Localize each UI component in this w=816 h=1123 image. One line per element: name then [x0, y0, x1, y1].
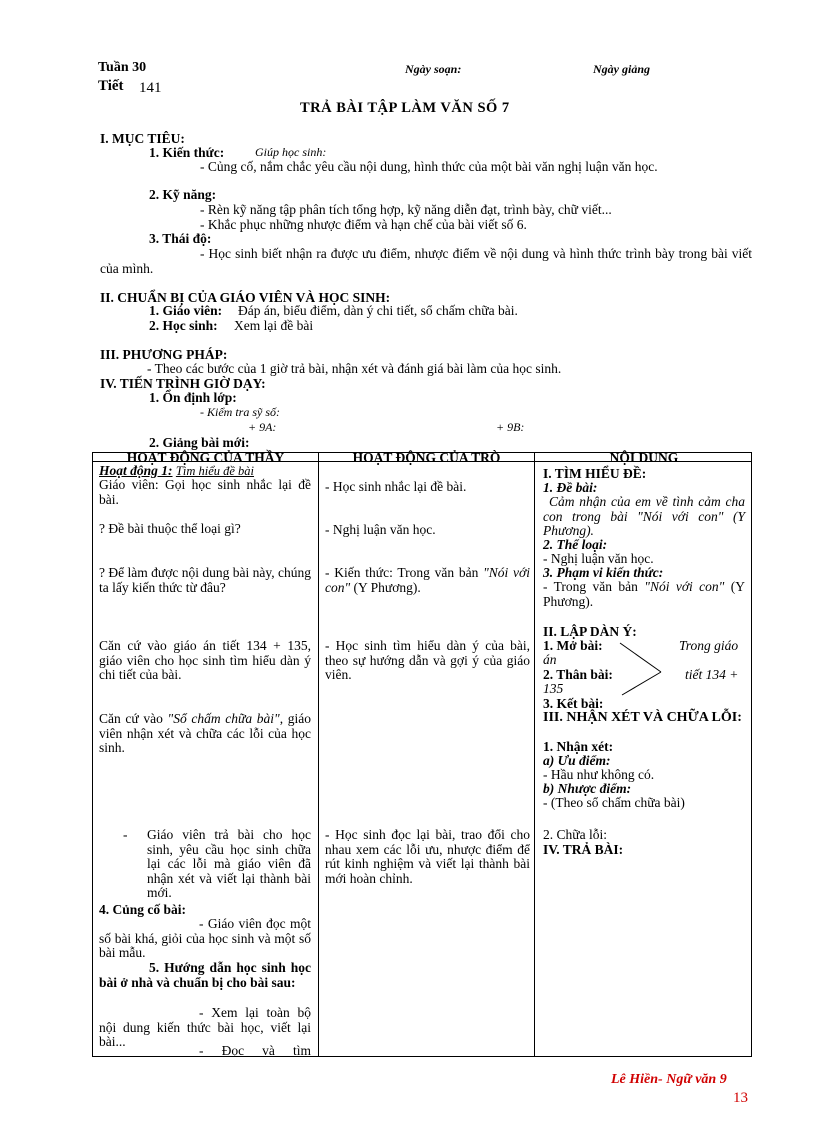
date-prepared-label: Ngày soạn: — [405, 62, 462, 76]
outline-ref-2: án — [543, 652, 557, 667]
section-preparation-heading: II. CHUẨN BỊ CỦA GIÁO VIÊN VÀ HỌC SINH: — [100, 290, 391, 305]
outline-ref-3: tiết 134 + — [685, 667, 739, 682]
outline-ref-4: 135 — [543, 681, 564, 696]
attitude-label: 3. Thái độ: — [149, 231, 212, 246]
period-label: Tiết — [98, 78, 124, 94]
attitude-text: - Học sinh biết nhận ra được ưu điểm, nhược điểm về nội dung và hình thức trình bày trong bài viết của mình. — [100, 246, 752, 276]
teacher-step-5: Căn cứ vào "Sổ chấm chữa bài", giáo viên nhận xét và chữa các lỗi của học sinh. — [99, 711, 311, 755]
section-method-heading: III. PHƯƠNG PHÁP: — [100, 347, 228, 362]
guide-label: 5. Hướng dẫn học sinh học bài ở nhà và chuẩn bị cho bài sau: — [99, 960, 311, 990]
conclusion-label: 3. Kết bài: — [543, 696, 604, 711]
bullet: - — [123, 827, 128, 842]
genre-label: 2. Thể loại: — [543, 537, 608, 552]
student-step-5: - Học sinh đọc lại bài, trao đổi cho nhau xem các lỗi ưu, nhược điểm để rút kinh nghiệm và viết lại thành bài mới hoàn chỉnh. — [325, 827, 530, 886]
skills-label: 2. Kỹ năng: — [149, 187, 217, 202]
section-process-heading: IV. TIẾN TRÌNH GIỜ DẠY: — [100, 376, 266, 391]
section-objectives-heading: I. MỤC TIÊU: — [100, 131, 185, 146]
teacher-step-3: ? Để làm được nội dung bài này, chúng ta lấy kiến thức từ đâu? — [99, 565, 311, 595]
scope-text: - Trong văn bản "Nói với con" (Y Phương). — [543, 579, 745, 609]
content-heading-3: III. NHẬN XÉT VÀ CHỮA LỖI: — [543, 710, 742, 725]
content-heading-2: II. LẬP DÀN Ý: — [543, 624, 637, 639]
outline-ref-1: Trong giáo — [679, 638, 739, 653]
column-divider — [318, 453, 319, 1056]
class-9b: + 9B: — [496, 420, 525, 434]
student-prep-label: 2. Học sinh: — [149, 318, 218, 333]
period-number: 141 — [139, 80, 162, 96]
knowledge-text: - Củng cố, nắm chắc yêu cầu nội dung, hình thức của một bài văn nghị luận văn học. — [200, 159, 658, 174]
student-step-2: - Nghị luận văn học. — [325, 522, 436, 537]
teacher-step-2: ? Đề bài thuộc thể loại gì? — [99, 521, 241, 536]
content-heading-1: I. TÌM HIỂU ĐỀ: — [543, 466, 647, 481]
outline-brace-lines — [618, 639, 673, 703]
remarks-label: 1. Nhận xét: — [543, 739, 614, 754]
page-number: 13 — [733, 1090, 748, 1106]
attendance-label: - Kiểm tra sỹ số: — [200, 405, 280, 419]
activity-1-label: Hoạt động 1: — [99, 463, 173, 478]
teacher-step-6: Giáo viên trả bài cho học sinh, yêu cầu học sinh chữa lại các lỗi mà giáo viên đã nhận xét và viết lại thành bài mới. — [147, 827, 311, 900]
week-label: Tuần 30 — [98, 60, 147, 75]
student-step-4: - Học sinh tìm hiểu dàn ý của bài, theo sự hướng dẫn và gợi ý của giáo viên. — [325, 638, 530, 682]
header-content: NỘI DUNG — [609, 450, 679, 465]
pros-text: - Hầu như không có. — [543, 767, 655, 782]
topic-text: Cảm nhận của em về tình cảm cha con trong bài "Nói với con" (Y Phương). — [543, 494, 745, 538]
teacher-step-4: Căn cứ vào giáo án tiết 134 + 135, giáo viên cho học sinh tìm hiểu dàn ý chi tiết của bài. — [99, 638, 311, 682]
skills-item-2: - Khắc phục những nhược điểm và hạn chế của bài viết số 6. — [200, 217, 527, 232]
pros-label: a) Ưu điểm: — [543, 753, 611, 768]
student-step-1: - Học sinh nhắc lại đề bài. — [325, 479, 467, 494]
column-divider — [534, 453, 535, 1056]
genre-text: - Nghị luận văn học. — [543, 551, 654, 566]
cons-label: b) Nhược điểm: — [543, 781, 632, 796]
skills-item-1: - Rèn kỹ năng tập phân tích tổng hợp, kỹ năng diễn đạt, trình bày, chữ viết... — [200, 202, 612, 217]
knowledge-label: 1. Kiến thức: — [149, 145, 225, 160]
student-step-3: - Kiến thức: Trong văn bản "Nói với con" (Y Phương). — [325, 565, 531, 595]
page-title: TRẢ BÀI TẬP LÀM VĂN SỐ 7 — [300, 100, 510, 116]
teacher-step-1: Giáo viên: Gọi học sinh nhắc lại đề bài. — [99, 477, 311, 507]
consolidate-label: 4. Củng cố bài: — [99, 902, 187, 917]
teacher-prep-label: 1. Giáo viên: — [149, 303, 223, 318]
class-9a: + 9A: — [248, 420, 277, 434]
new-lesson-label: 2. Giảng bài mới: — [149, 435, 250, 450]
fix-label: 2. Chữa lỗi: — [543, 827, 607, 842]
topic-label: 1. Đề bài: — [543, 480, 598, 495]
consolidate-text: - Giáo viên đọc một số bài khá, giỏi của học sinh và một số bài mẫu. — [99, 916, 311, 960]
stabilize-label: 1. Ổn định lớp: — [149, 390, 237, 405]
guide-item-1: - Xem lại toàn bộ nội dung kiến thức bài học, viết lại bài... — [99, 1005, 311, 1049]
content-heading-4: IV. TRẢ BÀI: — [543, 842, 624, 857]
guide-item-2: - Đọc và tìm — [199, 1043, 311, 1058]
header-teacher: HOẠT ĐỘNG CỦA THẦY — [126, 450, 285, 465]
teacher-prep-text: Đáp án, biểu điểm, dàn ý chi tiết, sổ chấm chữa bài. — [238, 303, 518, 318]
scope-label: 3. Phạm vi kiến thức: — [543, 565, 664, 580]
body-label: 2. Thân bài: — [543, 667, 613, 682]
header-student: HOẠT ĐỘNG CỦA TRÒ — [352, 450, 501, 465]
intro-label: 1. Mở bài: — [543, 638, 603, 653]
method-text: - Theo các bước của 1 giờ trả bài, nhận xét và đánh giá bài làm của học sinh. — [147, 361, 562, 376]
lesson-table — [92, 452, 752, 1057]
student-prep-text: Xem lại đề bài — [234, 318, 314, 333]
activity-1-title: Tìm hiểu đề bài — [175, 464, 255, 478]
knowledge-intro: Giúp học sinh: — [255, 145, 327, 159]
cons-text: - (Theo sổ chấm chữa bài) — [543, 795, 685, 810]
footer-author: Lê Hiền- Ngữ văn 9 — [611, 1072, 727, 1087]
date-taught-label: Ngày giảng — [593, 62, 650, 76]
